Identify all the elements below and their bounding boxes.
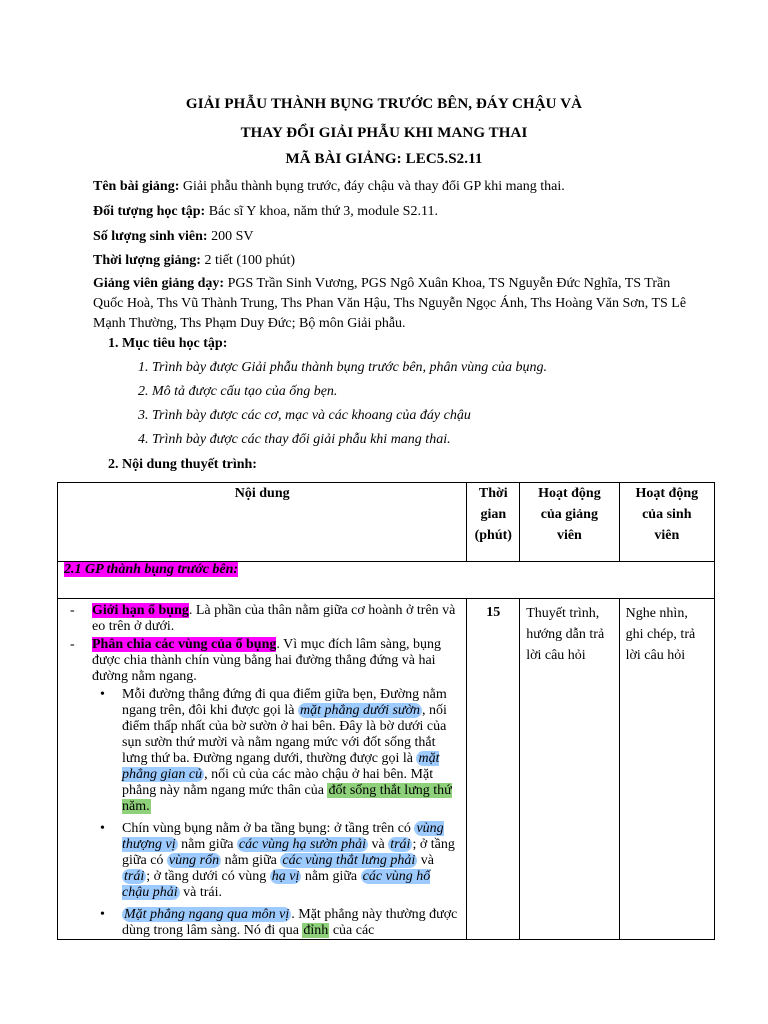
info-label: Thời lượng giảng:: [93, 253, 201, 268]
doc-title-line-2: THAY ĐỔI GIẢI PHẪU KHI MANG THAI: [240, 125, 528, 141]
info-audience: [93, 202, 693, 222]
time-cell: 15: [467, 599, 520, 940]
highlight-blue: trái: [390, 837, 411, 852]
highlight-blue: mặt phẳng dưới sườn: [299, 703, 421, 718]
table-row: [58, 599, 715, 940]
text-run: Chín vùng bụng nằm ở ba tầng bụng: ở tầng trên có: [122, 821, 415, 836]
dash-marker: -: [70, 637, 75, 652]
item-text: . Vì mục đích lâm sàng, bụng được chia thành chín vùng bằng hai đường thẳng đứng và hai đường nằm ngang.: [92, 637, 441, 684]
highlight-blue: trái: [124, 869, 145, 884]
info-label: Số lượng sinh viên:: [93, 229, 208, 244]
text-run: nằm giữa: [301, 869, 361, 884]
info-lecturers: [93, 274, 693, 334]
highlight-blue: mặt phẳng gian củ: [122, 751, 440, 782]
text-run: nằm giữa: [221, 853, 281, 868]
header-line: Thời: [478, 486, 508, 501]
column-header-content: Nội dung: [58, 483, 467, 562]
info-value: Bác sĩ Y khoa, năm thứ 3, module S2.11.: [208, 204, 438, 219]
highlight-blue: các vùng hạ sườn phải: [238, 837, 366, 852]
header-line: của sinh: [642, 507, 692, 522]
info-duration: [93, 251, 693, 271]
lesson-plan-table: [57, 482, 715, 940]
highlight-green: đỉnh: [303, 923, 329, 938]
info-label: Tên bài giảng:: [93, 179, 180, 194]
text-run: , nối củ của các mào chậu ở hai bên. Mặt phẳng này nằm ngang mức thân của: [122, 767, 434, 798]
info-value: Giải phẫu thành bụng trước, đáy chậu và thay đổi GP khi mang thai.: [182, 179, 565, 194]
section-row: [58, 562, 715, 599]
highlighted-term: Giới hạn ổ bụng: [92, 603, 189, 618]
highlight-blue: hạ vị: [271, 869, 300, 884]
bullet-item: [64, 821, 460, 901]
header-line: (phút): [474, 528, 512, 543]
text-run: và trái.: [179, 885, 222, 900]
bullet-marker: •: [100, 687, 105, 702]
text-run: và: [368, 837, 389, 852]
text-run: của các: [329, 923, 375, 938]
objective-item: 3. Trình bày được các cơ, mạc và các khoang của đáy chậu: [138, 408, 471, 423]
dash-marker: -: [70, 603, 75, 618]
highlight-blue: các vùng hố chậu phải: [122, 869, 431, 900]
lecture-code: MÃ BÀI GIẢNG: LEC5.S2.11: [285, 151, 483, 167]
column-header-lecturer-activity: [520, 483, 619, 562]
section-row-title: 2.1 GP thành bụng trước bên:: [64, 562, 239, 577]
text-run: nằm giữa: [177, 837, 237, 852]
header-line: viên: [654, 528, 680, 543]
table-header-row: [58, 483, 715, 562]
column-header-student-activity: [619, 483, 714, 562]
header-line: Hoạt động: [635, 486, 699, 501]
info-value: 200 SV: [211, 229, 254, 244]
list-item: [64, 637, 460, 685]
header-line: của giảng: [540, 507, 598, 522]
text-run: Mỗi đường thẳng đứng đi qua điểm giữa bẹn, Đường nằm ngang trên, đôi khi được gọi là: [122, 687, 447, 718]
objective-item: 2. Mô tả được cấu tạo của ống bẹn.: [138, 384, 338, 399]
highlight-blue: vùng thượng vị: [122, 821, 444, 852]
text-run: ; ở tầng dưới có vùng: [146, 869, 270, 884]
info-label: Giảng viên giảng dạy:: [93, 276, 225, 291]
highlight-blue: các vùng thắt lưng phải: [282, 853, 416, 868]
text-run: và: [417, 853, 434, 868]
bullet-marker: •: [100, 821, 105, 836]
objective-item: 1. Trình bày được Giải phẫu thành bụng trước bên, phân vùng của bụng.: [138, 360, 547, 375]
header-line: Hoạt động: [538, 486, 601, 501]
bullet-marker: •: [100, 907, 105, 922]
student-activity-cell: Nghe nhìn, ghi chép, trả lời câu hỏi: [619, 599, 714, 940]
text-run: . Mặt phẳng này thường được dùng trong lâm sàng. Nó đi qua: [122, 907, 458, 938]
item-text: . Là phần của thân nằm giữa cơ hoành ở trên và eo trên ở dưới.: [92, 603, 456, 634]
header-line: gian: [480, 507, 507, 522]
highlight-blue: Mặt phẳng ngang qua môn vị: [124, 907, 290, 922]
info-value: PGS Trần Sinh Vương, PGS Ngô Xuân Khoa, TS Nguyễn Đức Nghĩa, TS Trần Quốc Hoà, Ths Vũ Thành Trung, Ths Phan Văn Hậu, Ths Nguyễn Ngọc Ánh, Ths Hoàng Văn Sơn, TS Lê Mạnh Thường, Ths Phạm Duy Đức; Bộ môn Giải phẫu.: [93, 276, 687, 331]
text-run: , nối điểm thấp nhất của bờ sườn ở hai bên. Đây là bờ dưới của sụn sườn thứ mười và nằm ngang mức với đốt sống thắt lưng thứ ba. Đường ngang dưới, thường được gọi là: [122, 703, 447, 766]
section-row-cell: [58, 562, 715, 599]
highlighted-term: Phân chia các vùng của ổ bụng: [92, 637, 277, 652]
column-header-time: [467, 483, 520, 562]
info-label: Đối tượng học tập:: [93, 204, 206, 219]
lecturer-activity-cell: Thuyết trình, hướng dẫn trả lời câu hỏi: [520, 599, 619, 940]
info-value: 2 tiết (100 phút): [204, 253, 296, 268]
section-heading-objectives: 1. Mục tiêu học tập:: [108, 336, 228, 351]
content-cell: [58, 599, 467, 940]
objective-item: 4. Trình bày được các thay đổi giải phẫu khi mang thai.: [138, 432, 451, 447]
info-student-count: [93, 227, 693, 247]
doc-title-line-1: GIẢI PHẪU THÀNH BỤNG TRƯỚC BÊN, ĐÁY CHẬU VÀ: [185, 96, 583, 112]
section-heading-content: 2. Nội dung thuyết trình:: [108, 457, 257, 472]
bullet-item: [64, 687, 460, 815]
info-lecture-name: [93, 177, 693, 197]
highlight-green: đốt sống thắt lưng thứ năm.: [122, 783, 452, 814]
header-line: viên: [556, 528, 582, 543]
list-item: [64, 603, 460, 635]
highlight-blue: vùng rốn: [168, 853, 220, 868]
bullet-item: [64, 907, 460, 939]
text-run: ; ở tầng giữa có: [122, 837, 455, 868]
